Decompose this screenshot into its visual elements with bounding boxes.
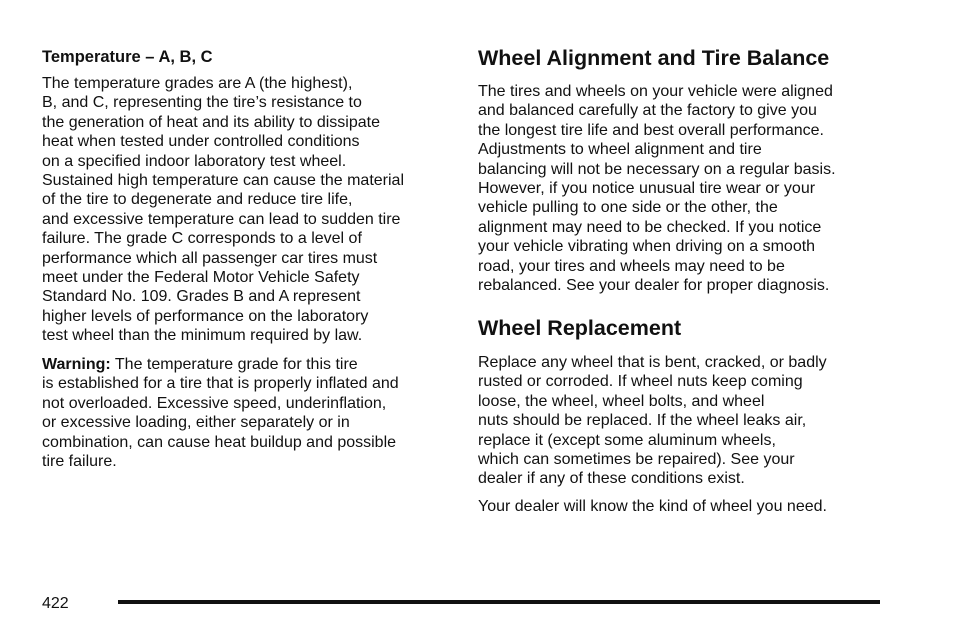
page-number: 422 — [42, 595, 69, 612]
warning-paragraph — [42, 355, 399, 471]
temperature-grade-paragraph: The temperature grades are A (the highest), B, and C, representing the tire’s resistance to the generation of heat and its ability to dissipate heat when tested under controlled conditions on a specified indoor laboratory test wheel. Sustained high temperature can cause the material of the tire to degenerate and reduce tire life, and excessive temperature can lead to sudden tire failure. The grade C corresponds to a level of performance which all passenger car tires must meet under the Federal Motor Vehicle Safety Standard No. 109. Grades B and A represent higher levels of performance on the laboratory test wheel than the minimum required by law. — [42, 75, 404, 345]
dealer-paragraph: Your dealer will know the kind of wheel you need. — [478, 498, 827, 515]
wheel-replacement-paragraph: Replace any wheel that is bent, cracked, or badly rusted or corroded. If wheel nuts keep coming loose, the wheel, wheel bolts, and wheel nuts should be replaced. If the wheel leaks air, replace it (except some aluminum wheels, which can sometimes be repaired). See your dealer if any of these conditions exist. — [478, 354, 827, 488]
wheel-alignment-title: Wheel Alignment and Tire Balance — [478, 46, 830, 70]
warning-label: Warning: — [42, 356, 111, 373]
footer-rule — [118, 600, 880, 604]
wheel-replacement-title: Wheel Replacement — [478, 316, 682, 340]
temperature-grade-heading: Temperature – A, B, C — [42, 48, 213, 66]
warning-text: The temperature grade for this tire is established for a tire that is properly inflated and not overloaded. Excessive speed, underinflation, or excessive loading, either separately or in combination, can cause heat buildup and possible tire failure. — [42, 356, 399, 471]
wheel-alignment-paragraph: The tires and wheels on your vehicle were aligned and balanced carefully at the factory to give you the longest tire life and best overall performance. Adjustments to wheel alignment and tire balancing will not be necessary on a regular basis. However, if you notice unusual tire wear or your vehicle pulling to one side or the other, the alignment may need to be checked. If you notice your vehicle vibrating when driving on a smooth road, your tires and wheels may need to be rebalanced. See your dealer for proper diagnosis. — [478, 83, 836, 295]
